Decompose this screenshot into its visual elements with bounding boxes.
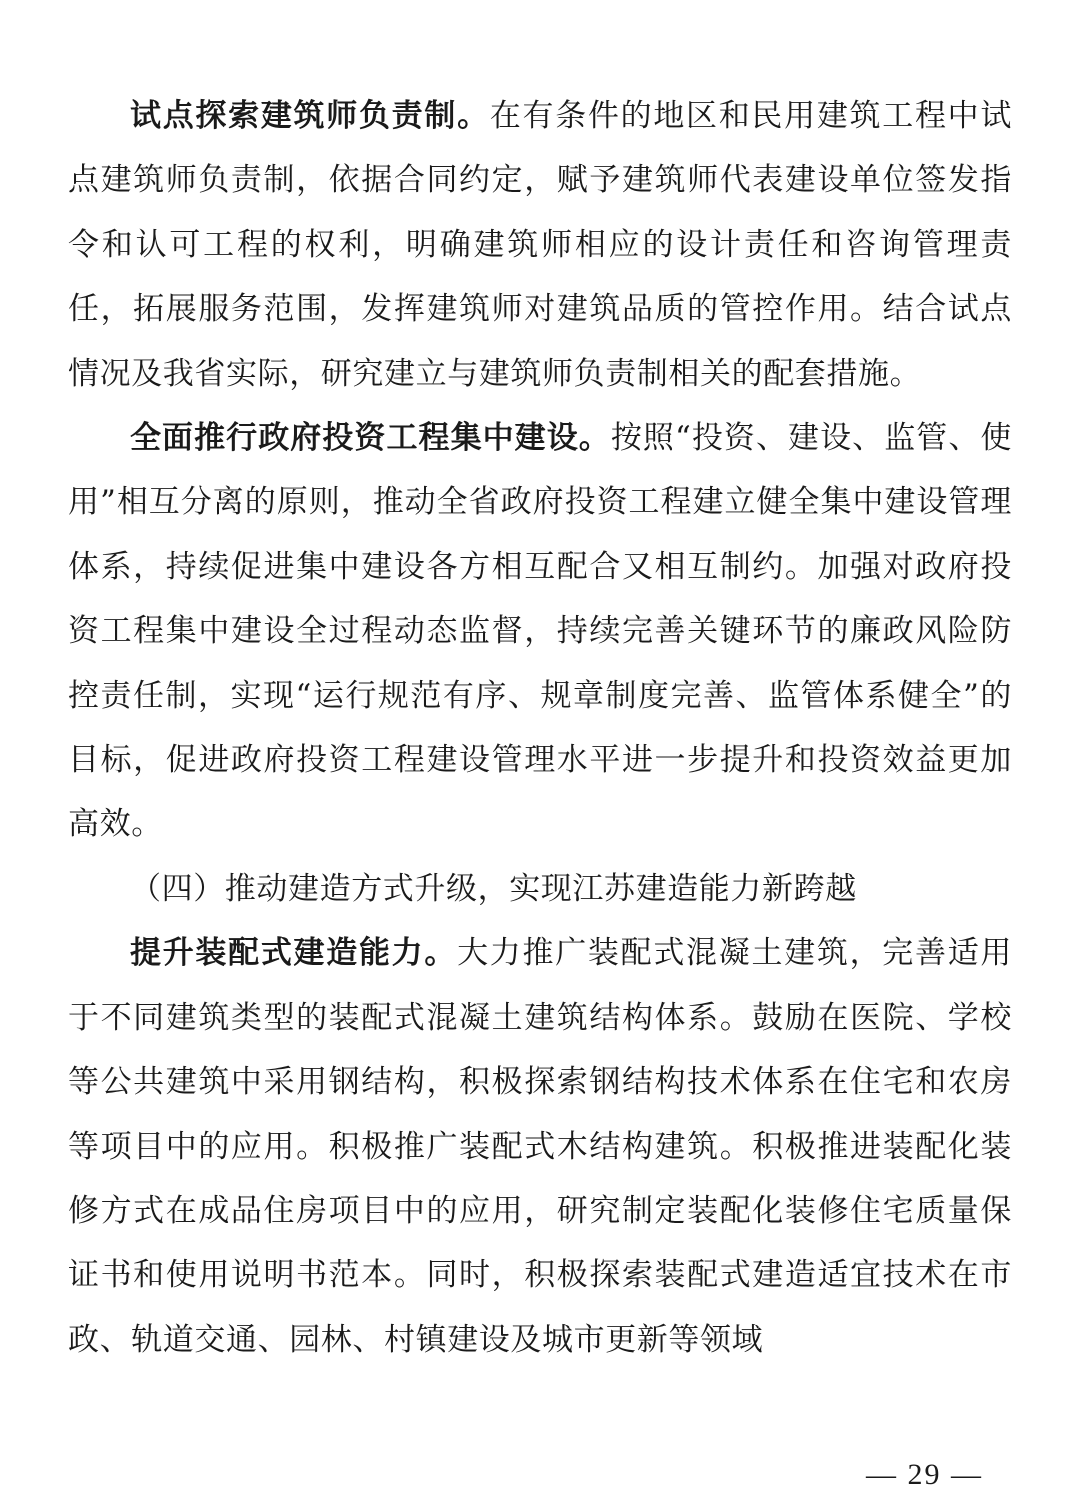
paragraph-lead: 提升装配式建造能力。 — [130, 935, 458, 972]
paragraph-lead: 全面推行政府投资工程集中建设。 — [130, 420, 611, 457]
paragraph-prefabricated-construction — [68, 921, 1012, 1372]
paragraph-government-investment — [68, 406, 1012, 857]
paragraph-body: 在有条件的地区和民用建筑工程中试点建筑师负责制，依据合同约定，赋予建筑师代表建设单位签发指令和认可工程的权利，明确建筑师相应的设计责任和咨询管理责任，拓展服务范围，发挥建筑师对建筑品质的管控作用。结合试点情况及我省实际，研究建立与建筑师负责制相关的配套措施。 — [68, 98, 1012, 392]
paragraph-architect-responsibility — [68, 84, 1012, 406]
paragraph-lead: 试点探索建筑师负责制。 — [130, 98, 490, 134]
page-content — [68, 84, 1012, 1372]
section-heading: （四）推动建造方式升级，实现江苏建造能力新跨越 — [130, 870, 857, 907]
paragraph-body: 大力推广装配式混凝土建筑，完善适用于不同建筑类型的装配式混凝土建筑结构体系。鼓励在医院、学校等公共建筑中采用钢结构，积极探索钢结构技术体系在住宅和农房等项目中的应用。积极推广装配式木结构建筑。积极推进装配化装修方式在成品住房项目中的应用，研究制定装配化装修住宅质量保证书和使用说明书范本。同时，积极探索装配式建造适宜技术在市政、轨道交通、园林、村镇建设及城市更新等领域 — [68, 935, 1012, 1358]
page-number: — 29 — — [866, 1458, 983, 1491]
paragraph-body: 按照“投资、建设、监管、使用”相互分离的原则，推动全省政府投资工程建立健全集中建设管理体系，持续促进集中建设各方相互配合又相互制约。加强对政府投资工程集中建设全过程动态监督，持续完善关键环节的廉政风险防控责任制，实现“运行规范有序、规章制度完善、监管体系健全”的目标，促进政府投资工程建设管理水平进一步提升和投资效益更加高效。 — [68, 420, 1012, 843]
